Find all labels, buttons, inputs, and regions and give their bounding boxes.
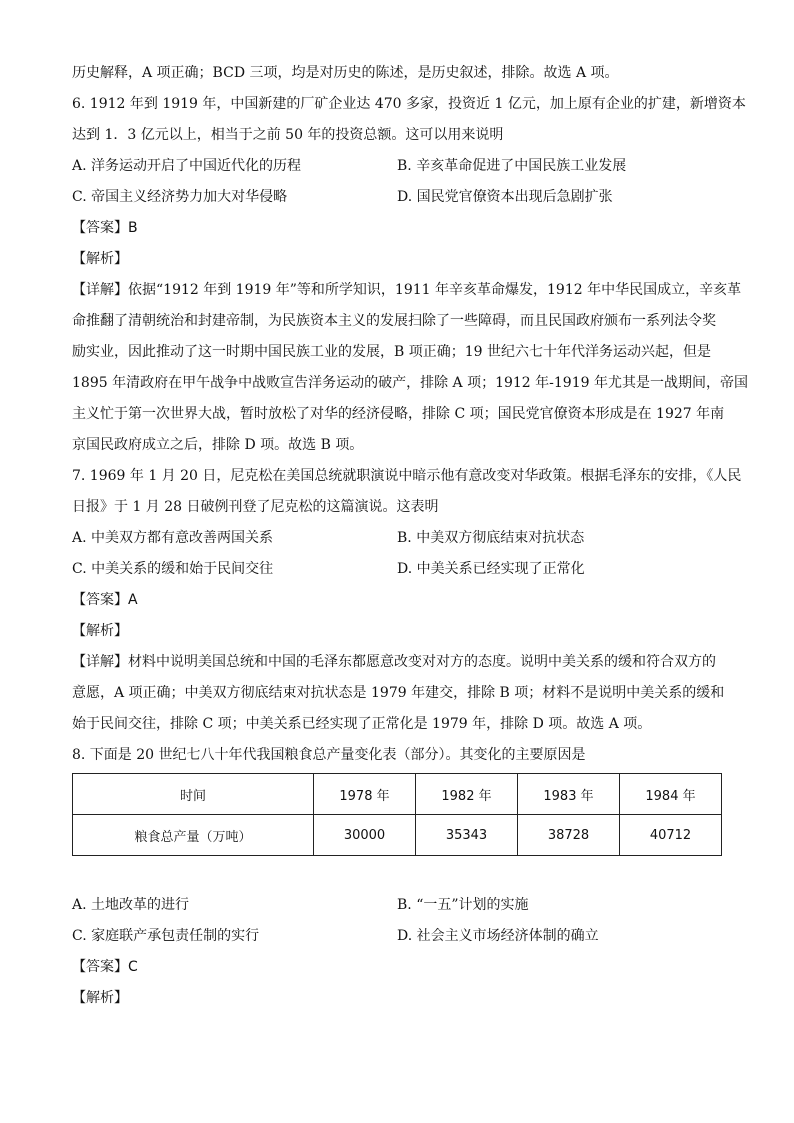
question-6-stem-line-2: 达到 1．3 亿元以上，相当于之前 50 年的投资总额。这可以用来说明 <box>72 127 504 143</box>
question-6-detail-line: 京国民政府成立之后，排除 D 项。故选 B 项。 <box>72 437 364 453</box>
spacer <box>72 856 722 890</box>
question-6-detail-line: 【详解】依据“1912 年到 1919 年”等和所学知识，1911 年辛亥革命爆发，1912 年中华民国成立，辛亥革 <box>72 282 742 298</box>
question-6-detail-line: 1895 年清政府在甲午战争中战败宣告洋务运动的破产，排除 A 项；1912 年-1919 年尤其是一战期间，帝国 <box>72 375 748 391</box>
question-7-option-d: D. 中美关系已经实现了正常化 <box>397 561 585 577</box>
question-6-analysis-label: 【解析】 <box>72 251 128 267</box>
question-6-detail-line: 主义忙于第一次世界大战，暂时放松了对华的经济侵略，排除 C 项；国民党官僚资本形成是在 1927 年南 <box>72 406 725 422</box>
question-8 <box>72 740 722 1014</box>
question-6-option-d: D. 国民党官僚资本出现后急剧扩张 <box>397 189 613 205</box>
table-cell: 38728 <box>518 815 620 856</box>
question-7-detail-line: 始于民间交往，排除 C 项；中美关系已经实现了正常化是 1979 年，排除 D 项。故选 A 项。 <box>72 716 652 732</box>
table-row <box>73 815 722 856</box>
question-7-options-row-2 <box>72 554 722 585</box>
question-7-detail-line: 【详解】材料中说明美国总统和中国的毛泽东都愿意改变对对方的态度。说明中美关系的缓和符合双方的 <box>72 654 716 670</box>
question-6-stem-line-1: 6. 1912 年到 1919 年，中国新建的厂矿企业达 470 多家，投资近 1 亿元，加上原有企业的扩建，新增资本 <box>72 96 746 112</box>
grain-output-table <box>72 773 722 856</box>
question-8-options-row-2 <box>72 921 722 952</box>
table-cell: 40712 <box>620 815 722 856</box>
table-header-cell: 1982 年 <box>416 774 518 815</box>
question-8-stem: 8. 下面是 20 世纪七八十年代我国粮食总产量变化表（部分）。其变化的主要原因是 <box>72 747 586 763</box>
question-6-options-row-2 <box>72 182 722 213</box>
table-header-cell: 1983 年 <box>518 774 620 815</box>
question-8-answer: 【答案】C <box>72 959 138 975</box>
question-7-option-b: B. 中美双方彻底结束对抗状态 <box>397 530 585 546</box>
question-7 <box>72 461 742 740</box>
question-6-option-c: C. 帝国主义经济势力加大对华侵略 <box>72 189 288 205</box>
question-8-option-c: C. 家庭联产承包责任制的实行 <box>72 928 260 944</box>
question-6-answer: 【答案】B <box>72 220 138 236</box>
table-cell: 35343 <box>416 815 518 856</box>
question-6-detail-line: 命推翻了清朝统治和封建帝制，为民族资本主义的发展扫除了一些障碍，而且民国政府颁布一系列法令奖 <box>72 313 716 329</box>
question-8-options-row-1 <box>72 890 722 921</box>
document-page <box>72 58 748 1014</box>
question-7-option-c: C. 中美关系的缓和始于民间交往 <box>72 561 274 577</box>
table-header-row <box>73 774 722 815</box>
question-7-stem-line-1: 7. 1969 年 1 月 20 日，尼克松在美国总统就职演说中暗示他有意改变对华政策。根据毛泽东的安排，《人民 <box>72 468 742 484</box>
question-8-option-b: B. “一五”计划的实施 <box>397 897 529 913</box>
question-8-option-a: A. 土地改革的进行 <box>72 897 190 913</box>
table-header-cell: 1984 年 <box>620 774 722 815</box>
table-header-cell: 时间 <box>73 774 314 815</box>
question-7-option-a: A. 中美双方都有意改善两国关系 <box>72 530 274 546</box>
table-cell: 粮食总产量（万吨） <box>73 815 314 856</box>
question-7-options-row-1 <box>72 523 722 554</box>
table-cell: 30000 <box>314 815 416 856</box>
question-7-answer: 【答案】A <box>72 592 138 608</box>
question-6-option-b: B. 辛亥革命促进了中国民族工业发展 <box>397 158 627 174</box>
question-7-stem-line-2: 日报》于 1 月 28 日破例刊登了尼克松的这篇演说。这表明 <box>72 499 439 515</box>
question-6-options-row-1 <box>72 151 722 182</box>
question-6 <box>72 89 748 461</box>
question-8-option-d: D. 社会主义市场经济体制的确立 <box>397 928 599 944</box>
question-6-option-a: A. 洋务运动开启了中国近代化的历程 <box>72 158 302 174</box>
question-6-detail-line: 励实业，因此推动了这一时期中国民族工业的发展，B 项正确；19 世纪六七十年代洋务运动兴起，但是 <box>72 344 712 360</box>
question-7-analysis-label: 【解析】 <box>72 623 128 639</box>
previous-explanation-tail: 历史解释，A 项正确；BCD 三项，均是对历史的陈述，是历史叙述，排除。故选 A 项。 <box>72 65 619 81</box>
table-header-cell: 1978 年 <box>314 774 416 815</box>
question-7-detail-line: 意愿，A 项正确；中美双方彻底结束对抗状态是 1979 年建交，排除 B 项；材料不是说明中美关系的缓和 <box>72 685 725 701</box>
question-8-analysis-label: 【解析】 <box>72 990 128 1006</box>
